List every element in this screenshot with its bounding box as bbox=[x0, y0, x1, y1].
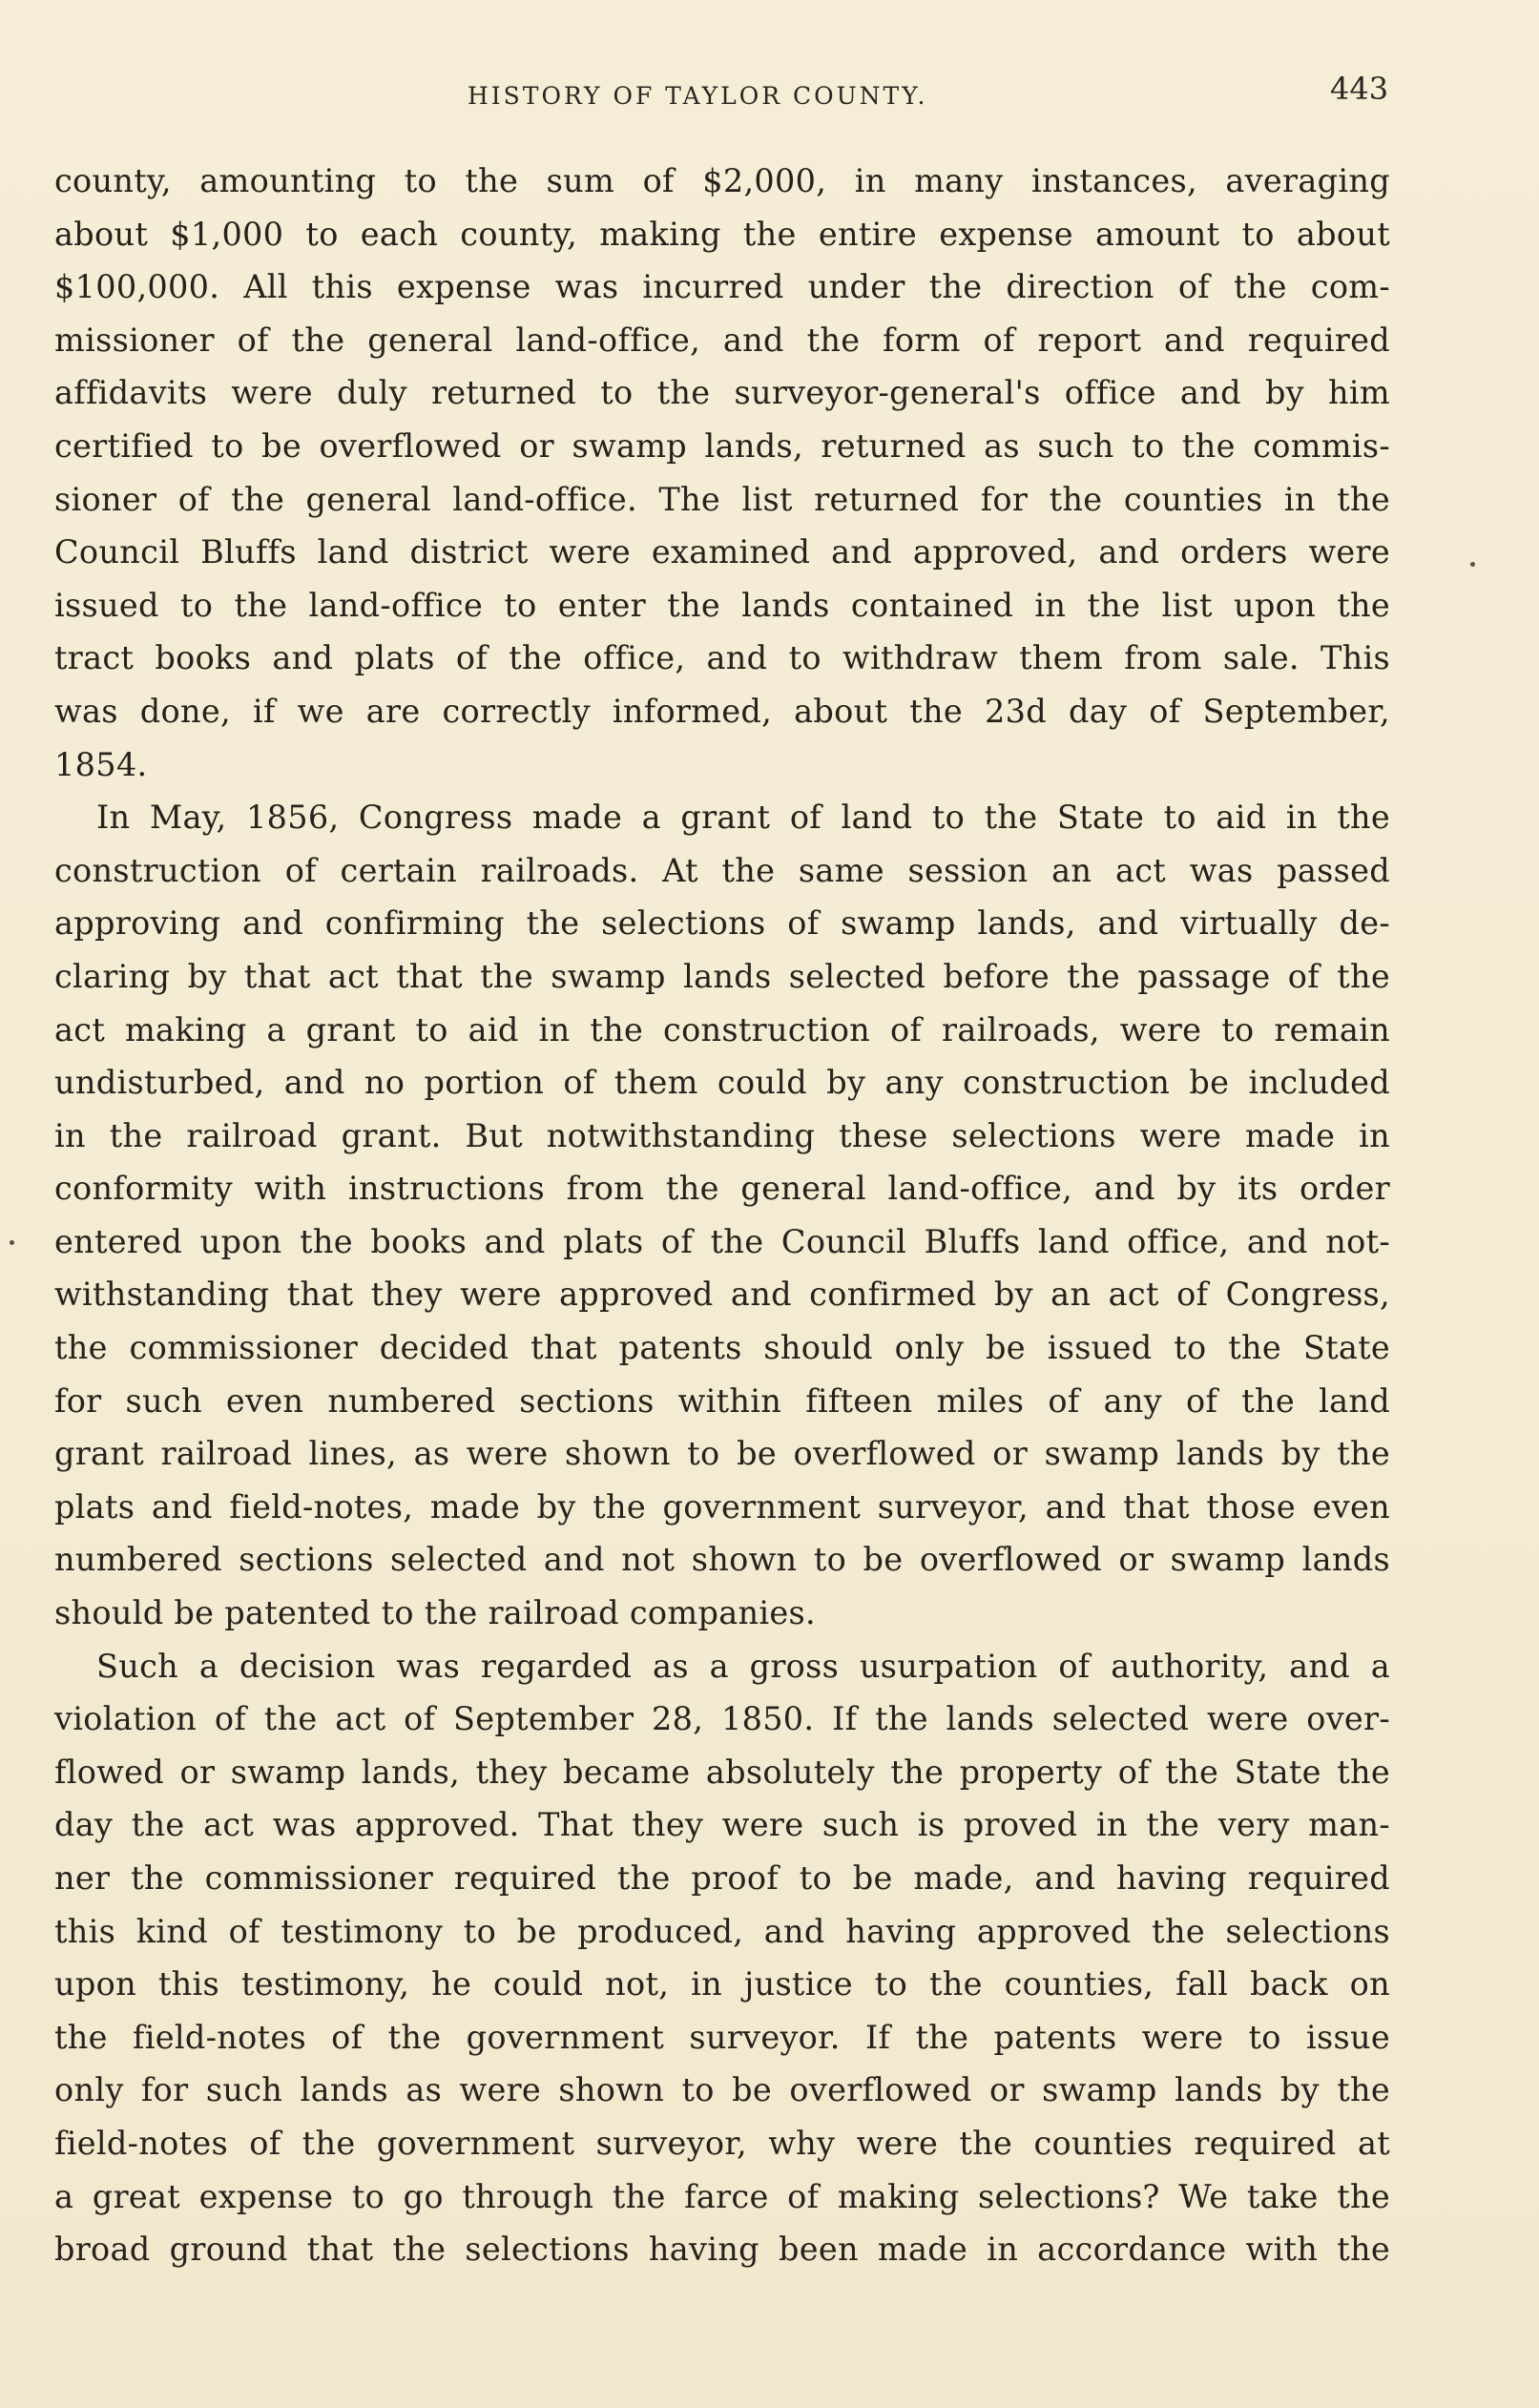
text-line: issued to the land-office to enter the lands contained in the list upon the bbox=[54, 586, 1390, 624]
text-line: should be patented to the railroad companies. bbox=[54, 1594, 816, 1632]
text-line: construction of certain railroads. At the same session an act was passed bbox=[54, 851, 1390, 889]
text-line: violation of the act of September 28, 1850. If the lands selected were over- bbox=[54, 1700, 1390, 1738]
text-line: field-notes of the government surveyor, why were the counties required at bbox=[54, 2124, 1390, 2162]
text-line: a great expense to go through the farce of making selections? We take the bbox=[54, 2177, 1390, 2215]
text-line: sioner of the general land-office. The list returned for the counties in the bbox=[54, 480, 1390, 518]
text-line: the commissioner decided that patents should only be issued to the State bbox=[54, 1329, 1390, 1367]
text-line: missioner of the general land-office, and the form of report and required bbox=[54, 321, 1390, 359]
text-line: Such a decision was regarded as a gross usurpation of authority, and a bbox=[96, 1647, 1390, 1685]
text-line: entered upon the books and plats of the Council Bluffs land office, and not- bbox=[54, 1222, 1390, 1260]
text-line: the field-notes of the government surveyor. If the patents were to issue bbox=[54, 2018, 1390, 2056]
text-line: tract books and plats of the office, and to withdraw them from sale. This bbox=[54, 639, 1390, 677]
text-line: flowed or swamp lands, they became absolutely the property of the State the bbox=[54, 1753, 1390, 1791]
page-number: 443 bbox=[1330, 71, 1389, 107]
text-line: in the railroad grant. But notwithstanding these selections were made in bbox=[54, 1116, 1390, 1154]
text-line: only for such lands as were shown to be overflowed or swamp lands by the bbox=[54, 2071, 1390, 2109]
text-line: undisturbed, and no portion of them could by any construction be included bbox=[54, 1064, 1390, 1102]
text-line: conformity with instructions from the general land-office, and by its order bbox=[54, 1170, 1390, 1208]
text-line: day the act was approved. That they were such is proved in the very man- bbox=[54, 1806, 1390, 1844]
body-text bbox=[54, 155, 1390, 2276]
text-line: this kind of testimony to be produced, and having approved the selections bbox=[54, 1912, 1390, 1950]
text-line: broad ground that the selections having been made in accordance with the bbox=[54, 2231, 1390, 2269]
text-line: In May, 1856, Congress made a grant of land to the State to aid in the bbox=[96, 799, 1390, 837]
text-line: claring by that act that the swamp lands selected before the passage of the bbox=[54, 957, 1390, 995]
text-line: $100,000. All this expense was incurred under the direction of the com- bbox=[54, 268, 1390, 306]
text-line: was done, if we are correctly informed, about the 23d day of September, bbox=[54, 692, 1390, 730]
text-line: plats and field-notes, made by the government surveyor, and that those even bbox=[54, 1487, 1390, 1526]
text-line: affidavits were duly returned to the surveyor-general's office and by him bbox=[54, 374, 1390, 412]
text-line: about $1,000 to each county, making the entire expense amount to about bbox=[54, 215, 1390, 253]
text-line: upon this testimony, he could not, in justice to the counties, fall back on bbox=[54, 1965, 1390, 2003]
text-line: act making a grant to aid in the construction of railroads, were to remain bbox=[54, 1010, 1390, 1048]
text-line: numbered sections selected and not shown to be overflowed or swamp lands bbox=[54, 1541, 1390, 1579]
text-line: county, amounting to the sum of $2,000, in many instances, averaging bbox=[54, 162, 1390, 199]
stray-mark bbox=[1470, 562, 1475, 567]
text-line: 1854. bbox=[54, 745, 148, 783]
stray-mark bbox=[10, 1240, 14, 1245]
text-line: grant railroad lines, as were shown to be overflowed or swamp lands by the bbox=[54, 1435, 1390, 1473]
text-line: withstanding that they were approved and confirmed by an act of Congress, bbox=[54, 1276, 1390, 1314]
running-head-title: HISTORY OF TAYLOR COUNTY. bbox=[468, 82, 928, 110]
text-line: approving and confirming the selections of swamp lands, and virtually de- bbox=[54, 904, 1390, 943]
text-line: Council Bluffs land district were examined and approved, and orders were bbox=[54, 533, 1390, 571]
text-line: certified to be overflowed or swamp lands, returned as such to the commis- bbox=[54, 426, 1390, 465]
text-line: ner the commissioner required the proof to be made, and having required bbox=[54, 1859, 1390, 1897]
text-line: for such even numbered sections within fifteen miles of any of the land bbox=[54, 1381, 1390, 1420]
